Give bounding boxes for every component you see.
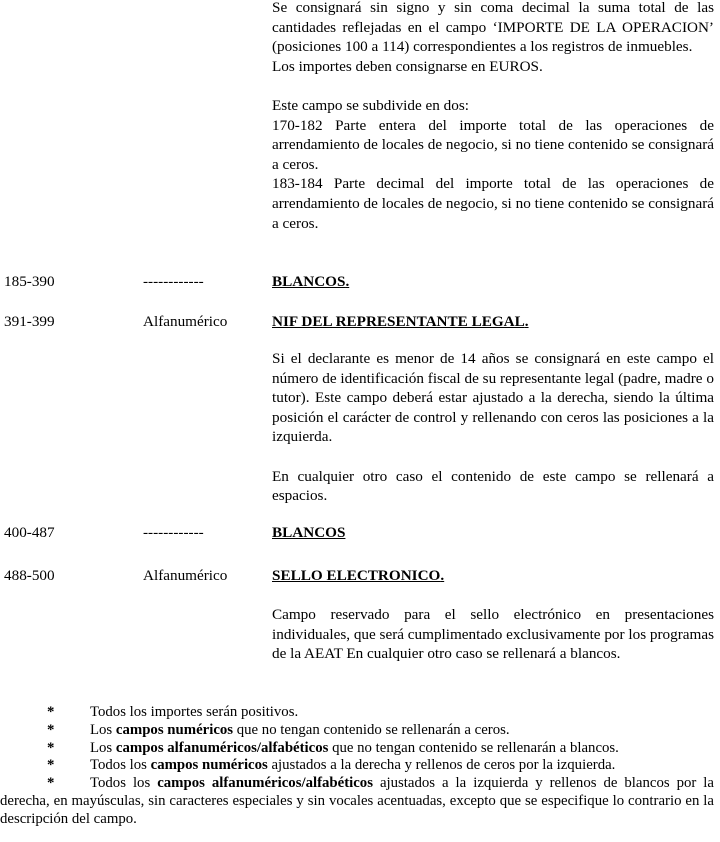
description-paragraph: 183-184 Parte decimal del importe total de las operaciones de arrendamiento de locales de negocio, si no tiene contenido se consignará a ceros. — [272, 175, 714, 232]
description-paragraph: Se consignará sin signo y sin coma decimal la suma total de las cantidades reflejadas en el campo ‘IMPORTE DE LA OPERACION’ (posiciones 100 a 114) correspondientes a los registros de inmuebles. — [272, 0, 714, 56]
importe-description — [272, 0, 714, 233]
note-item: * Todos los campos numéricos ajustados a la derecha y rellenos de ceros por la izquierda. — [47, 757, 616, 774]
note-item: * Todos los importes serán positivos. — [47, 704, 299, 720]
description-paragraph: Si el declarante es menor de 14 años se consignará en este campo el número de identificación fiscal de su representante legal (padre, madre o tutor). Este campo deberá estar ajustado a la derecha, siendo la última posición el carácter de control y rellenando con ceros las posiciones a la izquierda. — [272, 350, 714, 446]
asterisk-icon: * — [47, 721, 55, 738]
field-positions: 400-487 — [4, 524, 55, 541]
asterisk-icon: * — [47, 757, 55, 774]
asterisk-icon: * — [47, 775, 55, 792]
note-item: * Los campos alfanuméricos/alfabéticos que no tengan contenido se rellenarán a blancos. — [47, 739, 619, 756]
field-positions: 185-390 — [4, 273, 55, 290]
asterisk-icon: * — [47, 739, 55, 756]
note-item: * Los campos numéricos que no tengan contenido se rellenarán a ceros. — [47, 721, 510, 738]
field-title: SELLO ELECTRONICO. — [272, 567, 445, 584]
field-type: Alfanumérico — [143, 313, 228, 330]
general-notes — [0, 704, 720, 829]
field-positions: 391-399 — [4, 313, 55, 330]
description-paragraph: 170-182 Parte entera del importe total de las operaciones de arrendamiento de locales de negocio, si no tiene contenido se consignará a ceros. — [272, 116, 714, 173]
field-type: Alfanumérico — [143, 567, 228, 584]
nif-description — [272, 349, 714, 506]
spacer — [272, 76, 714, 96]
field-positions: 488-500 — [4, 567, 55, 584]
field-row — [0, 271, 720, 293]
description-paragraph: En cualquier otro caso el contenido de este campo se rellenará a espacios. — [272, 467, 714, 505]
field-title: NIF DEL REPRESENTANTE LEGAL. — [272, 313, 529, 330]
description-paragraph: Los importes deben consignarse en EUROS. — [272, 57, 543, 75]
field-title: BLANCOS. — [272, 273, 350, 290]
note-item: * Todos los campos alfanuméricos/alfabéticos ajustados a la izquierda y rellenos de blancos por la derecha, en mayúsculas, sin caracteres especiales y sin vocales acentuadas, excepto que se especifique lo contrario en la descripción del campo. — [0, 775, 714, 827]
field-row — [0, 311, 720, 333]
field-row — [0, 565, 720, 587]
description-paragraph: Campo reservado para el sello electrónico en presentaciones individuales, que será cumplimentado exclusivamente por los programas de la AEAT En cualquier otro caso se rellenará a blancos. — [272, 606, 715, 663]
field-row — [0, 522, 720, 544]
field-type: ------------ — [143, 524, 204, 541]
spacer — [272, 447, 714, 467]
description-paragraph: Este campo se subdivide en dos: — [272, 96, 469, 114]
sello-description — [272, 605, 714, 664]
field-type: ------------ — [143, 273, 204, 290]
asterisk-icon: * — [47, 704, 55, 720]
field-title: BLANCOS — [272, 524, 346, 541]
